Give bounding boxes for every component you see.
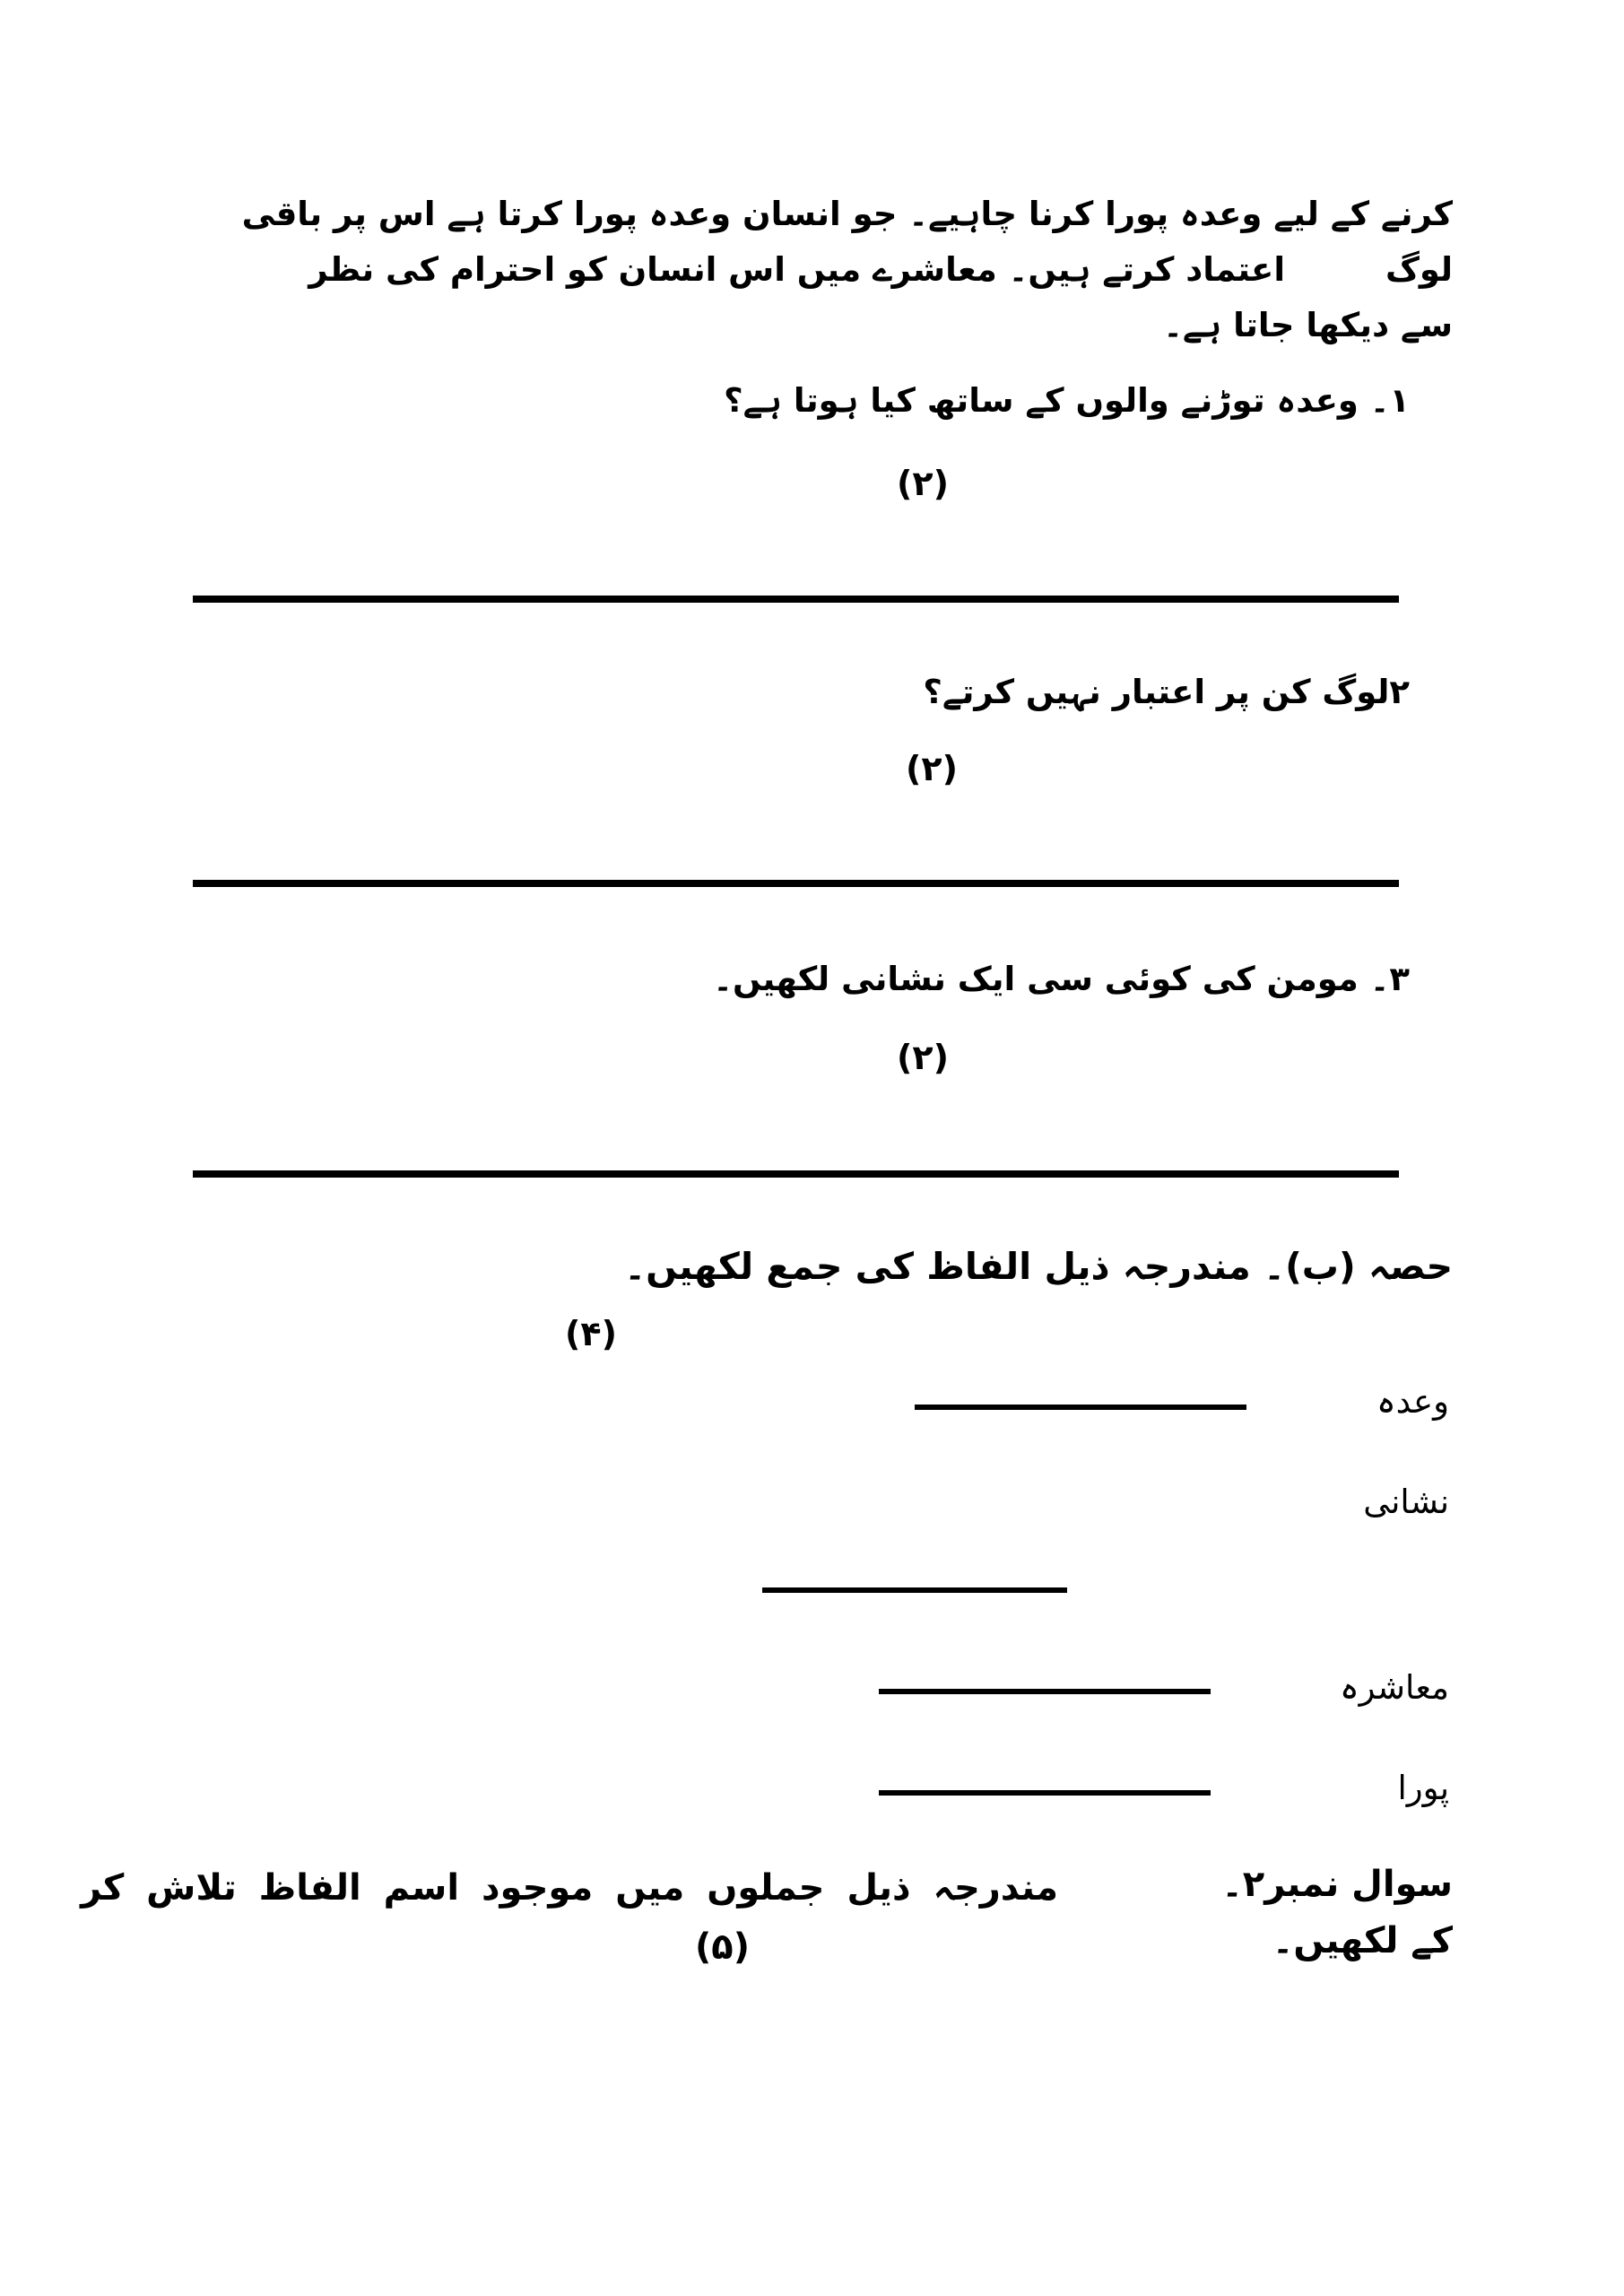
plural-word-2: نشانی xyxy=(1363,1483,1449,1521)
plural-word-1: وعدہ xyxy=(1376,1382,1449,1421)
question-two-marks: (۵) xyxy=(695,1926,750,1968)
plural-blank-4 xyxy=(879,1790,1211,1796)
question-two-label: سوال نمبر۲۔ xyxy=(1221,1864,1453,1905)
answer-line-2 xyxy=(193,880,1399,887)
answer-line-1 xyxy=(193,596,1399,603)
intro-line2-first-word: لوگ xyxy=(1385,250,1453,289)
question-1-marks: (۲) xyxy=(897,464,949,503)
plural-word-4: پورا xyxy=(1397,1769,1449,1807)
plural-blank-3 xyxy=(879,1689,1211,1694)
plural-blank-2 xyxy=(762,1587,1067,1593)
question-two-continuation: کے لکھیں۔ xyxy=(1272,1920,1453,1961)
question-3-text: ۳۔ مومن کی کوئی سی ایک نشانی لکھیں۔ xyxy=(713,960,1410,998)
intro-paragraph-line-1: کرنے کے لیے وعدہ پورا کرنا چاہیے۔ جو انسان وعدہ پورا کرتا ہے اس پر باقی xyxy=(241,195,1453,233)
part-b-heading: حصہ (ب)۔ مندرجہ ذیل الفاظ کی جمع لکھیں۔ xyxy=(624,1245,1453,1288)
intro-line2-rest: اعتماد کرتے ہیں۔ معاشرے میں اس انسان کو احترام کی نظر xyxy=(308,250,1286,289)
question-two-instruction: مندرجہ ذیل جملوں میں موجود اسم الفاظ تلاش کر xyxy=(81,1867,1058,1909)
plural-blank-1 xyxy=(915,1405,1246,1410)
question-1-text: ۱۔ وعدہ توڑنے والوں کے ساتھ کیا ہوتا ہے؟ xyxy=(724,381,1410,420)
answer-line-3 xyxy=(193,1170,1399,1178)
plural-word-3: معاشرہ xyxy=(1339,1668,1449,1707)
intro-paragraph-line-3: سے دیکھا جاتا ہے۔ xyxy=(1163,306,1453,344)
question-2-marks: (۲) xyxy=(906,749,958,788)
part-b-marks: (۴) xyxy=(565,1314,617,1353)
intro-paragraph-line-2 xyxy=(308,246,1453,294)
question-2-text: ۲لوگ کن پر اعتبار نہیں کرتے؟ xyxy=(923,673,1410,711)
question-3-marks: (۲) xyxy=(897,1038,949,1077)
